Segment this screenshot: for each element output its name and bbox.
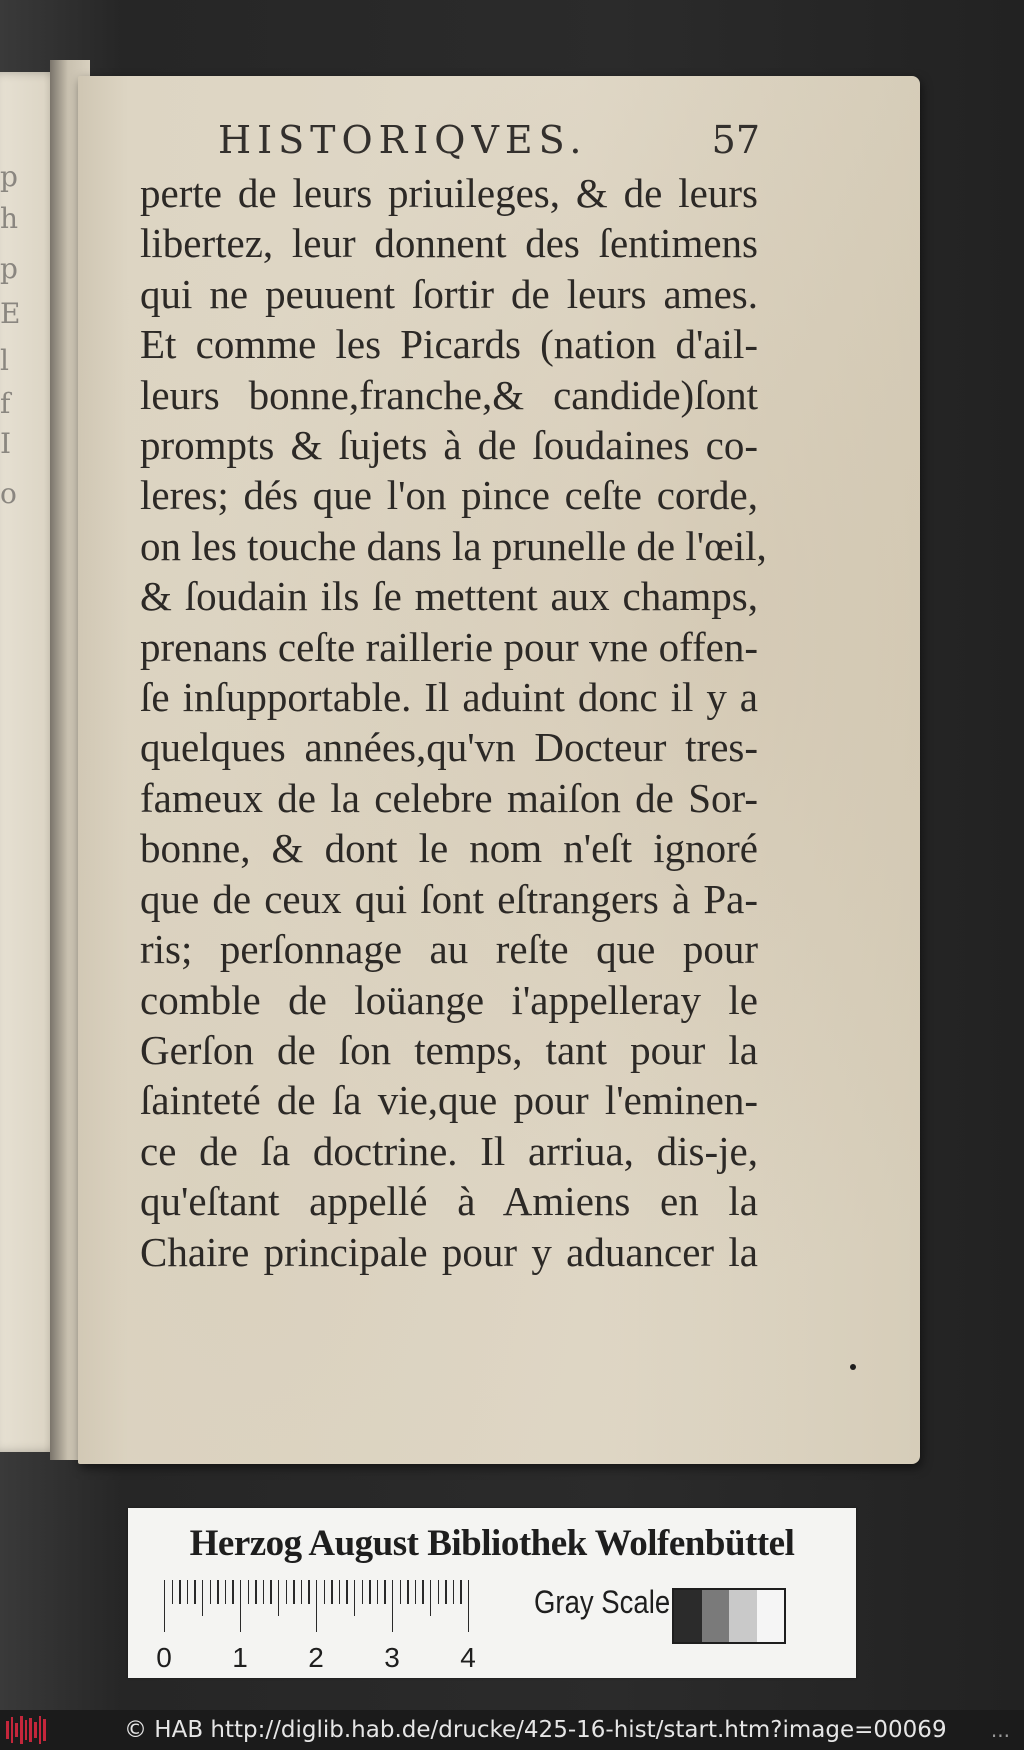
gray-swatch [702, 1590, 730, 1642]
ruler-tick [453, 1580, 454, 1604]
ruler-tick [286, 1580, 287, 1604]
text-line: fameux de la celebre maiſon de Sor- [140, 774, 758, 821]
ruler-tick [339, 1580, 340, 1604]
ruler-tick [187, 1580, 188, 1604]
ruler-tick [362, 1580, 363, 1604]
ruler-tick [468, 1580, 469, 1632]
ruler-label: 1 [232, 1642, 248, 1673]
ruler-tick [369, 1580, 370, 1604]
text-line: prenans ceſte raillerie pour vne offen- [140, 623, 758, 670]
ruler-label: 2 [308, 1642, 324, 1673]
text-line: on les touche dans la prunelle de l'œil, [140, 522, 767, 569]
text-line: comble de loüange i'appelleray le [140, 976, 758, 1023]
ruler-label: 4 [460, 1642, 476, 1673]
ruler-tick [172, 1580, 173, 1604]
text-line: bonne, & dont le nom n'eſt ignoré [140, 825, 758, 872]
text-line: qui ne peuuent ſortir de leurs ames. [140, 270, 758, 317]
ruler-tick [400, 1580, 401, 1604]
ruler-tick [438, 1580, 439, 1604]
page-body-text [140, 168, 767, 1277]
previous-page-letter: o [0, 477, 17, 510]
running-title: HISTORIQVES. [218, 118, 588, 162]
ruler-tick [293, 1580, 294, 1604]
previous-page-letter: I [0, 427, 12, 460]
more-icon[interactable]: ... [990, 1718, 1010, 1742]
gray-scale-label: Gray Scale [534, 1584, 671, 1620]
text-line: Et comme les Picards (nation d'ail- [140, 321, 758, 368]
text-line: prompts & ſujets à de ſoudaines co- [140, 422, 758, 469]
ruler-tick [308, 1580, 309, 1604]
previous-page-letter: l [0, 344, 9, 377]
text-line: que de ceux qui ſont eſtrangers à Pa- [140, 875, 758, 922]
ruler-tick [430, 1580, 431, 1616]
text-line: perte de leurs priuileges, & de leurs [140, 170, 758, 216]
footer-bar [0, 1710, 1024, 1750]
logo-bar [25, 1720, 28, 1740]
gray-swatch [729, 1590, 757, 1642]
text-line: ce de ſa doctrine. Il arriua, dis-je, [140, 1127, 758, 1174]
logo-bar [6, 1721, 9, 1739]
text-line: qu'eſtant appellé à Amiens en la [140, 1178, 758, 1225]
previous-page-letter: h [0, 202, 19, 235]
ruler-tick [415, 1580, 416, 1604]
logo-bar [15, 1723, 18, 1737]
text-line: libertez, leur donnent des ſentimens [140, 220, 758, 267]
ruler-tick [263, 1580, 264, 1604]
ruler-tick [232, 1580, 233, 1604]
ruler-tick [422, 1580, 423, 1604]
ruler-tick [377, 1580, 378, 1604]
previous-page-letter: f [0, 387, 11, 420]
ruler-tick [164, 1580, 165, 1632]
ruler-tick [316, 1580, 317, 1632]
ruler-tick [217, 1580, 218, 1604]
ruler-tick [460, 1580, 461, 1604]
ink-speck [850, 1364, 856, 1370]
previous-page-letter: p [0, 252, 18, 285]
ruler-tick [255, 1580, 256, 1604]
logo-bar [34, 1722, 37, 1738]
ruler-tick [210, 1580, 211, 1604]
previous-page-letter: E [0, 297, 21, 330]
text-line: ſainteté de ſa vie,que pour l'eminen- [140, 1077, 758, 1124]
ruler-tick [179, 1580, 180, 1604]
ruler-tick [194, 1580, 195, 1604]
ruler-tick [324, 1580, 325, 1604]
previous-page-letter: p [0, 160, 18, 193]
ruler-label: 3 [384, 1642, 400, 1673]
ruler-tick [445, 1580, 446, 1604]
page-header [140, 118, 760, 168]
color-scale-bar [128, 1508, 856, 1678]
ruler-tick [384, 1580, 385, 1604]
gray-swatch [757, 1590, 785, 1642]
gray-swatch [674, 1590, 702, 1642]
library-name: Herzog August Bibliothek Wolfenbüttel [189, 1523, 795, 1564]
ruler-tick [248, 1580, 249, 1604]
logo-bar [43, 1719, 46, 1741]
hab-logo-icon [6, 1716, 46, 1744]
logo-bar [20, 1716, 23, 1744]
ruler-tick [240, 1580, 241, 1632]
ruler-tick [225, 1580, 226, 1604]
ruler-tick [407, 1580, 408, 1604]
ruler-tick [270, 1580, 271, 1604]
ruler-tick [346, 1580, 347, 1604]
page-number: 57 [711, 118, 760, 162]
text-line: & ſoudain ils ſe mettent aux champs, [140, 573, 758, 620]
logo-bar [39, 1716, 42, 1744]
text-line: Gerſon de ſon temps, tant pour la [140, 1026, 758, 1073]
gray-scale-swatches [672, 1588, 786, 1644]
text-line: ſe inſupportable. Il aduint donc il y a [140, 674, 758, 721]
logo-bar [29, 1718, 32, 1742]
logo-bar [11, 1717, 14, 1743]
ruler-tick [278, 1580, 279, 1616]
ruler-tick [392, 1580, 393, 1632]
centimeter-ruler [156, 1580, 514, 1673]
ruler-tick [301, 1580, 302, 1604]
text-line: quelques années,qu'vn Docteur tres- [140, 724, 758, 771]
text-line: Chaire principale pour y aduancer la [140, 1228, 758, 1275]
ruler-tick [202, 1580, 203, 1616]
ruler-tick [331, 1580, 332, 1604]
text-line: leurs bonne,franche,& candide)ſont [140, 371, 758, 418]
text-line: leres; dés que l'on pince ceſte corde, [140, 472, 758, 519]
permalink-text[interactable]: © HAB http://diglib.hab.de/drucke/425-16-hist/start.htm?image=00069 [124, 1717, 947, 1743]
text-line: ris; perſonnage au reſte que pour [140, 926, 758, 973]
ruler-tick [354, 1580, 355, 1616]
ruler-label: 0 [156, 1642, 172, 1673]
